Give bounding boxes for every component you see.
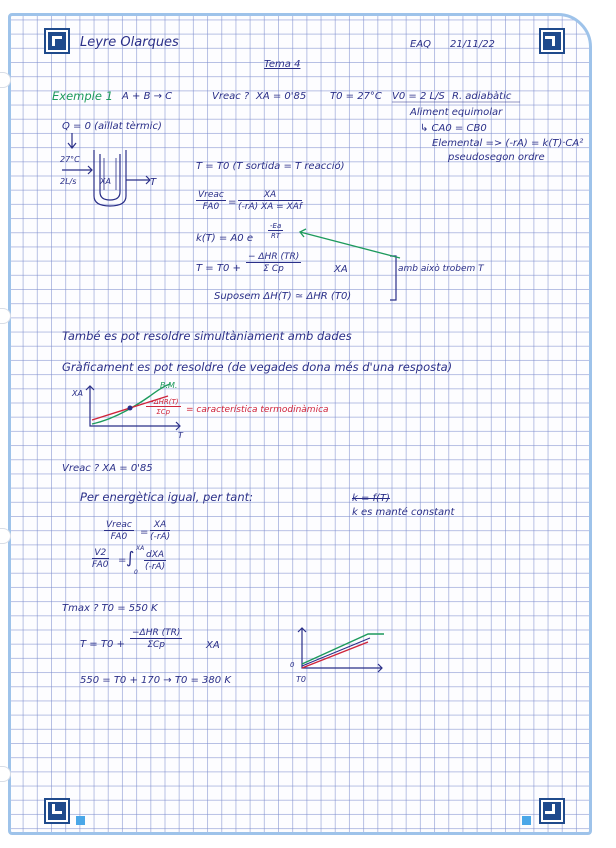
tmax-eq-den: ΣCp [147,640,166,650]
example-label: Exemple 1 [52,89,113,103]
tmax-eq-num: −ΔHR (TR) [132,628,181,638]
energy-balance-num: − ΔHR (TR) [248,252,300,262]
vreac-eq2-num: V2 [92,548,109,559]
simultaneous-note: També es pot resoldre simultàniament amb dades [62,329,352,343]
tmax-eq-x: XA [206,640,220,651]
heat-zero-note: Q = 0 (aïllat tèrmic) [62,121,162,132]
feed-detail: ↳ CA0 = CB0 [420,123,487,134]
page-date: 21/11/22 [450,39,495,50]
vreac-eq2-den: FA0 [92,560,109,570]
tmax-graph-x-label: T0 [296,675,306,684]
temperature-equality: T = T0 (T sortida = T reacció) [196,161,345,172]
tmax-eq-lhs: T = T0 + [80,639,125,650]
note-find-temperature: amb això trobem T [398,264,484,274]
author-name: Leyre Olarques [80,35,179,50]
volumetric-flow: V0 = 2 L/S [392,91,445,102]
vreac-eq1-num: Vreac [106,520,132,530]
course-code: EAQ [410,39,432,50]
graph-y-axis-label: XA [72,389,83,398]
enthalpy-assumption: Suposem ΔH(T) ≃ ΔHR (T0) [214,291,352,302]
tmax-result: 550 = T0 + 170 → T0 = 380 K [80,675,231,686]
vreac-eq1-den: FA0 [110,532,128,542]
design-eq-lhs-den: FA0 [202,202,220,212]
tmax-section-title: Tmax ? T0 = 550 K [62,603,158,614]
feed-flow: 2L/s [60,177,77,186]
arrhenius-eq: k(T) = A0 e [196,233,253,244]
design-eq-lhs-num: Vreac [198,190,224,200]
outlet-temperature-label: T [150,177,157,188]
k-constant-note: k es manté constant [352,507,455,518]
vreac-eq1-rhs-num: XA [150,520,170,531]
topic-title: Tema 4 [264,59,301,70]
tmax-graph-origin: 0 [290,661,295,669]
intersection-point-icon [128,406,133,411]
design-eq-rhs-den: (-rA) XA = XAf [238,202,303,212]
arrhenius-exp-den: RT [271,232,281,240]
tmax-blue-line [302,638,370,666]
energy-balance-lhs: T = T0 + [196,263,241,274]
vreac-eq2-rhs-den: (-rA) [144,562,166,572]
struck-k-function: k = f(T) [352,493,390,504]
design-eq-rhs-num: XA [238,190,302,201]
kinetics-order-note: pseudosegon ordre [448,152,545,163]
reaction-equation: A + B → C [122,91,173,102]
vreac-eq2-rhs-num: dXA [146,550,165,560]
graph-x-axis-label: T [178,431,183,440]
integral-lower-limit: 0 [134,569,138,576]
graphical-note: Gràficament es pot resoldre (de vegades dona més d'una resposta) [62,360,453,374]
reactor-type: R. adiabàtic [452,91,512,102]
graph-slope-den: ΣCp [156,408,171,416]
vreac-section-title: Vreac ? XA = 0'85 [62,463,153,474]
equals-sign: = [228,197,237,208]
green-pointer-arrow-icon [300,229,400,258]
bracket-icon [390,256,396,300]
vreac-eq1-rhs-den: (-rA) [150,532,171,542]
feed-description: Aliment equimolar [410,107,503,118]
graph-slope-num: −ΔHR(T) [148,398,179,406]
feed-temperature: 27°C [60,155,80,164]
arrhenius-exp-num: -Ea [270,222,282,230]
kinetics-law: Elemental => (-rA) = k(T)·CA² [432,138,584,149]
reactor-conversion-label: XA [100,177,111,186]
vreac-question: Vreac ? [212,91,250,102]
integral-sign-icon: ∫ [126,548,135,567]
target-conversion: XA = 0'85 [256,91,307,102]
energy-balance-den: Σ Cp [263,264,284,274]
equals-sign: = [118,555,127,566]
graph-material-balance-label: B.M. [160,381,178,390]
heat-arrow-icon [68,133,76,148]
reactor-vessel-icon [94,150,126,206]
integral-upper-limit: XA [136,545,145,552]
inlet-temperature: T0 = 27°C [330,91,382,102]
energy-balance-x: XA [334,264,348,275]
thermodynamic-characteristic: = característica termodinàmica [186,405,329,415]
material-balance-curve [92,384,170,424]
equals-sign: = [140,527,149,538]
energy-equal-note: Per energètica igual, per tant: [80,490,253,504]
tmax-red-line [302,642,368,668]
